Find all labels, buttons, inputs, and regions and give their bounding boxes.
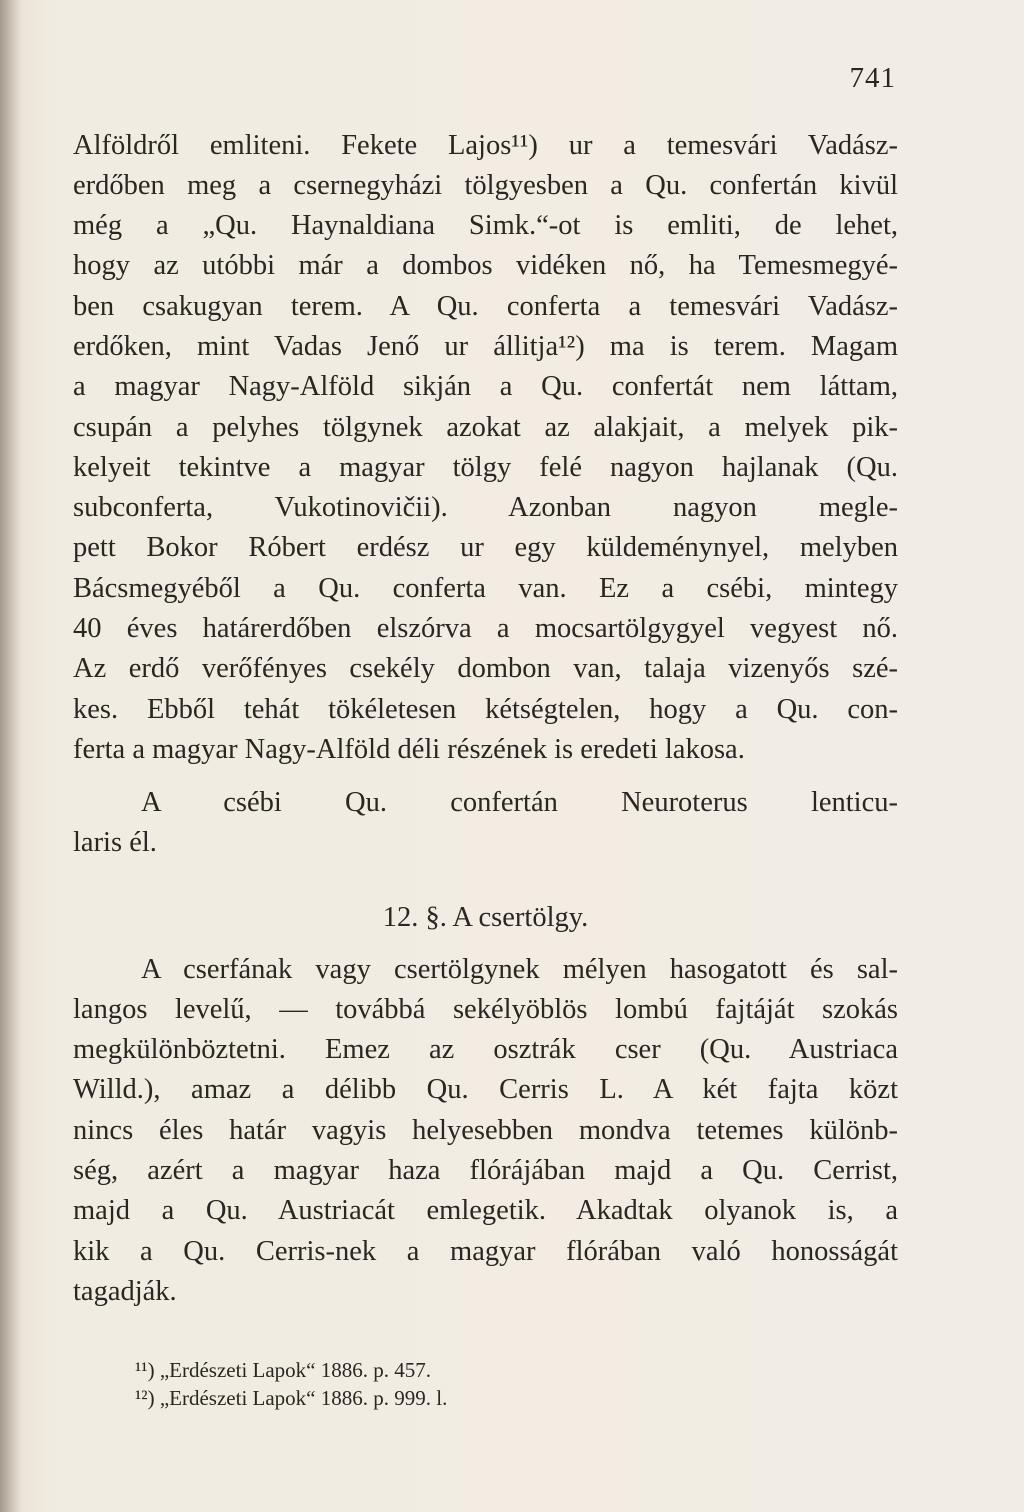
text-line: ben csakugyan terem. A Qu. conferta a temesvári Vadász- <box>73 291 898 322</box>
text-line: Bácsmegyéből a Qu. conferta van. Ez a csébi, mintegy <box>73 573 898 604</box>
text-line: ség, azért a magyar haza flórájában majd a Qu. Cerrist, <box>73 1155 898 1186</box>
text-line: erdőken, mint Vadas Jenő ur állitja¹²) ma is terem. Magam <box>73 331 898 362</box>
text-line: subconferta, Vukotinovičii). Azonban nagyon megle- <box>73 492 898 523</box>
text-line: ferta a magyar Nagy-Alföld déli részének is eredeti lakosa. <box>73 734 745 765</box>
text-line: pett Bokor Róbert erdész ur egy küldeménynyel, melyben <box>73 532 898 563</box>
text-line: csupán a pelyhes tölgynek azokat az alakjait, a melyek pik- <box>73 412 898 443</box>
text-line: laris él. <box>73 827 157 858</box>
text-line: hogy az utóbbi már a dombos vidéken nő, ha Temesmegyé- <box>73 250 898 281</box>
text-line: Az erdő verőfényes csekély dombon van, talaja vizenyős szé- <box>73 653 898 684</box>
text-line: A csébi Qu. confertán Neuroterus lenticu- <box>141 787 898 818</box>
text-line: a magyar Nagy-Alföld sikján a Qu. confertát nem láttam, <box>73 371 898 402</box>
text-line: nincs éles határ vagyis helyesebben mondva tetemes különb- <box>73 1115 898 1146</box>
section-heading: 12. §. A csertölgy. <box>382 902 589 933</box>
text-line: A cserfának vagy csertölgynek mélyen hasogatott és sal- <box>141 954 898 985</box>
text-line: tagadják. <box>73 1276 177 1307</box>
text-line: Alföldről emliteni. Fekete Lajos¹¹) ur a temesvári Vadász- <box>73 130 898 161</box>
text-line: kelyeit tekintve a magyar tölgy felé nagyon hajlanak (Qu. <box>73 452 898 483</box>
footnote: ¹²) „Erdészeti Lapok“ 1886. p. 999. l. <box>135 1386 448 1410</box>
text-line: Willd.), amaz a délibb Qu. Cerris L. A két fajta közt <box>73 1074 898 1105</box>
text-line: kik a Qu. Cerris-nek a magyar flórában való honosságát <box>73 1236 898 1267</box>
text-line: kes. Ebből tehát tökéletesen kétségtelen, hogy a Qu. con- <box>73 694 898 725</box>
text-line: majd a Qu. Austriacát emlegetik. Akadtak olyanok is, a <box>73 1195 898 1226</box>
text-line: megkülönböztetni. Emez az osztrák cser (Qu. Austriaca <box>73 1034 898 1065</box>
text-line: erdőben meg a csernegyházi tölgyesben a Qu. confertán kivül <box>73 170 898 201</box>
text-line: langos levelű, — továbbá sekélyöblös lombú fajtáját szokás <box>73 994 898 1025</box>
text-line: 40 éves határerdőben elszórva a mocsartölgygyel vegyest nő. <box>73 613 898 644</box>
spine-shadow <box>0 0 20 1512</box>
page-number: 741 <box>849 62 896 94</box>
footnote: ¹¹) „Erdészeti Lapok“ 1886. p. 457. <box>135 1358 431 1382</box>
text-line: még a „Qu. Haynaldiana Simk.“-ot is emliti, de lehet, <box>73 210 898 241</box>
